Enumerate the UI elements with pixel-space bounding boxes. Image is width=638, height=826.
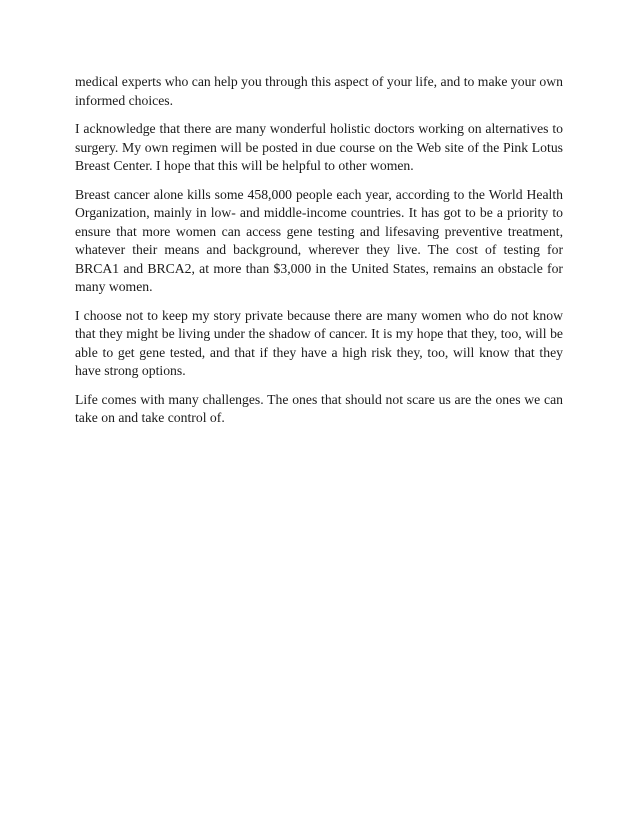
document-page [75,73,563,438]
paragraph-1: medical experts who can help you through this aspect of your life, and to make your own informed choices. [75,74,563,108]
paragraph-5: Life comes with many challenges. The ones that should not scare us are the ones we can take on and take control of. [75,391,563,425]
paragraph-3: Breast cancer alone kills some 458,000 people each year, according to the World Health Organization, mainly in low- and middle-income countries. It has got to be a priority to ensure that more women can access gene testing and lifesaving preventive treatment, whatever their means and background, wherever they live. The cost of testing for BRCA1 and BRCA2, at more than $3,000 in the United States, remains an obstacle for many women. [75,186,563,294]
paragraph-4: I choose not to keep my story private because there are many women who do not know that they might be living under the shadow of cancer. It is my hope that they, too, will be able to get gene tested, and that if they have a high risk they, too, will know that they have strong options. [75,307,563,378]
paragraph-2: I acknowledge that there are many wonderful holistic doctors working on alternatives to surgery. My own regimen will be posted in due course on the Web site of the Pink Lotus Breast Center. I hope that this will be helpful to other women. [75,121,563,173]
